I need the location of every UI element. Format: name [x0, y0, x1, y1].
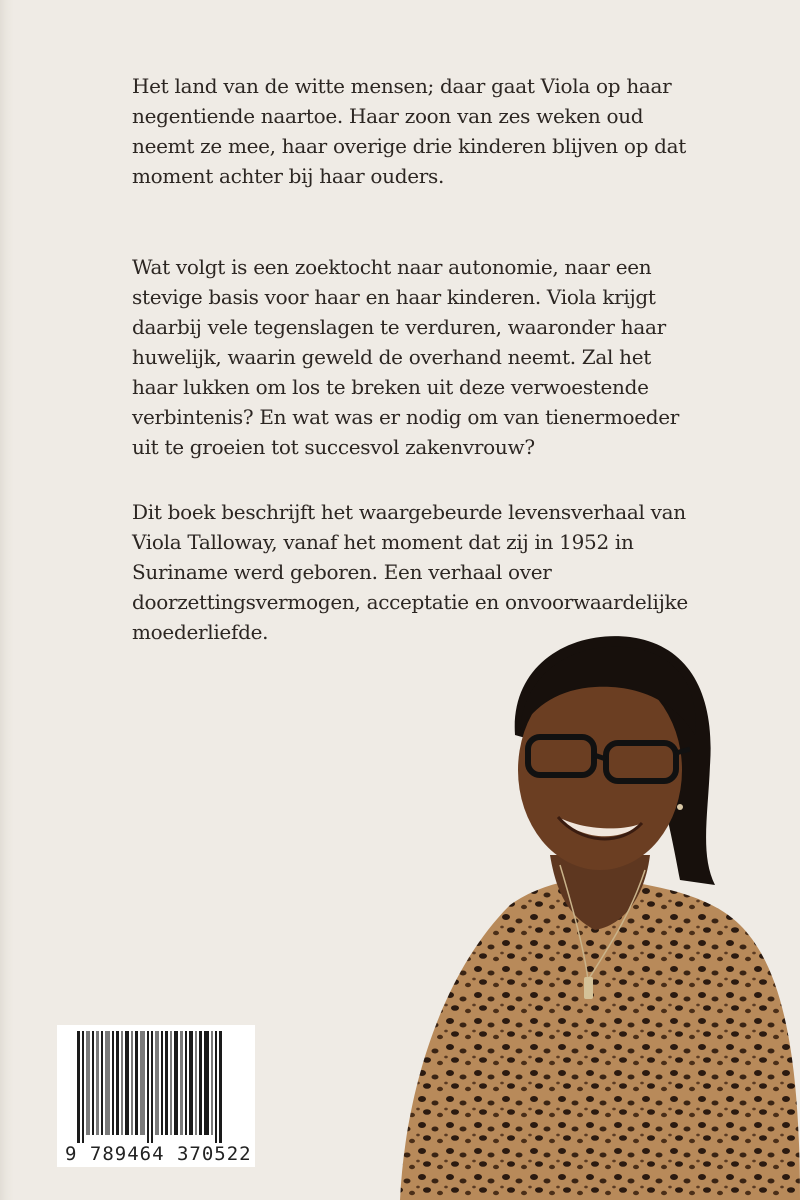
barcode-bars-icon — [77, 1031, 247, 1151]
blurb-text: Het land van de witte mensen; daar gaat Viola op haar negentiende naartoe. Haar zoon van zes weken oud neemt ze mee, haar overige drie kinderen blijven op dat moment achter bij haar ouders. — [132, 74, 687, 188]
blurb-text: Wat volgt is een zoektocht naar autonomie, naar een stevige basis voor haar en haar kinderen. Viola krijgt daarbij vele tegenslagen te verduren, waaronder haar huwelijk, waarin geweld de overhand neemt. Zal het haar lukken om los te breken uit deze verwoestende verbintenis? En wat was er nodig om van tienermoeder uit te groeien tot succesvol zakenvrouw? — [132, 255, 680, 459]
blurb-paragraph-2 — [132, 252, 692, 462]
blurb-paragraph-1 — [132, 71, 692, 191]
blurb-text: Dit boek beschrijft het waargebeurde levensverhaal van Viola Talloway, vanaf het moment dat zij in 1952 in Suriname werd geboren. Een verhaal over doorzettingsvermogen, acceptatie en onvoorwaardelijke moederliefde. — [132, 500, 688, 644]
isbn-barcode — [57, 1025, 255, 1167]
author-photo — [360, 625, 800, 1200]
isbn-number: 9 789464 370522 — [65, 1143, 252, 1165]
spine-edge — [0, 0, 14, 1200]
